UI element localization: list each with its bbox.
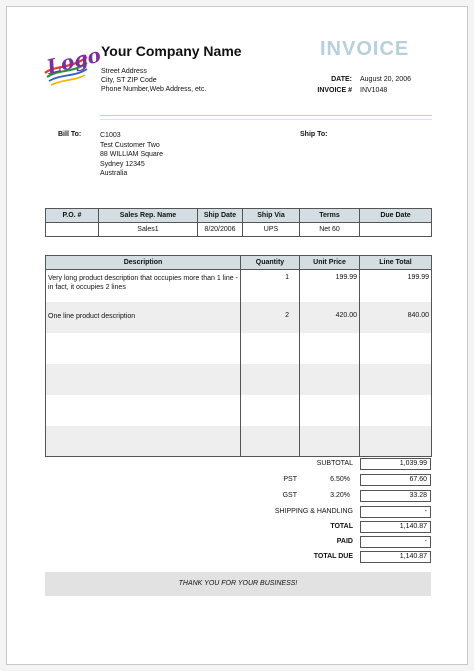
total-label: TOTAL	[330, 523, 353, 530]
bill-to-line: 88 WILLIAM Square	[100, 151, 164, 158]
header-rule	[100, 115, 432, 116]
order-info-table	[45, 208, 432, 237]
item-description	[46, 426, 241, 457]
ship-to-label: Ship To:	[300, 131, 328, 138]
company-address	[101, 67, 206, 95]
item-line-total: 199.99	[360, 270, 432, 302]
item-unit-price	[300, 333, 360, 364]
subtotal-value: 1,039.99	[360, 458, 431, 470]
thank-you-banner: THANK YOU FOR YOUR BUSINESS!	[45, 572, 431, 596]
company-logo	[41, 42, 104, 91]
address-line: Phone Number,Web Address, etc.	[101, 86, 207, 94]
table-row	[46, 364, 432, 395]
column-header: Due Date	[360, 209, 432, 223]
total-due-label: TOTAL DUE	[313, 553, 353, 560]
gst-label: GST	[282, 492, 297, 499]
pst-rate: 6.50%	[330, 476, 350, 483]
invoice-number-label: INVOICE #	[317, 87, 352, 94]
shipping-value: -	[360, 506, 431, 518]
total-due-value: 1,140.87	[360, 551, 431, 563]
item-line-total: 840.00	[360, 302, 432, 333]
item-quantity	[241, 395, 300, 426]
date-label: DATE:	[331, 76, 352, 83]
bill-to-line: Sydney 12345	[100, 160, 145, 168]
po-cell	[46, 223, 99, 237]
invoice-title: INVOICE	[320, 38, 410, 60]
column-header: Ship Date	[198, 209, 243, 223]
total-value: 1,140.87	[360, 521, 431, 533]
column-header: Terms	[300, 209, 360, 223]
pst-label: PST	[283, 476, 297, 483]
table-row	[46, 270, 432, 302]
item-line-total	[360, 426, 432, 457]
due-date-cell	[360, 223, 432, 237]
address-line: City, ST ZIP Code	[101, 77, 157, 85]
item-quantity: 2	[241, 302, 300, 333]
item-unit-price	[300, 395, 360, 426]
order-header-row	[46, 209, 432, 223]
column-header: Description	[46, 256, 241, 270]
item-unit-price	[300, 426, 360, 457]
order-row	[46, 223, 432, 237]
gst-value: 33.28	[360, 490, 431, 502]
item-description	[46, 395, 241, 426]
logo-text: Logo	[44, 42, 104, 80]
bill-to-line: Australia	[100, 170, 128, 177]
header-rule-thin	[100, 119, 432, 120]
bill-to-line: C1003	[100, 132, 121, 139]
table-row	[46, 395, 432, 426]
terms-cell: Net 60	[300, 223, 360, 237]
item-quantity	[241, 364, 300, 395]
item-description	[46, 333, 241, 364]
column-header: Line Total	[360, 256, 432, 270]
item-quantity	[241, 426, 300, 457]
table-row	[46, 302, 432, 333]
address-line: Street Address	[101, 68, 147, 75]
table-row	[46, 426, 432, 457]
item-description: Very long product description that occupies more than 1 line - in fact, it occupies 2 lines	[46, 270, 241, 302]
item-quantity: 1	[241, 270, 300, 302]
column-header: Sales Rep. Name	[99, 209, 198, 223]
item-description	[46, 364, 241, 395]
ship-date-cell: 8/20/2006	[198, 223, 243, 237]
sales-rep-cell: Sales1	[99, 223, 198, 237]
pst-value: 67.60	[360, 474, 431, 486]
item-line-total	[360, 395, 432, 426]
column-header: Quantity	[241, 256, 300, 270]
subtotal-label: SUBTOTAL	[316, 460, 353, 467]
invoice-number-value: INV1048	[360, 87, 388, 94]
item-quantity	[241, 333, 300, 364]
bill-to-label: Bill To:	[58, 131, 82, 138]
item-line-total	[360, 364, 432, 395]
company-name: Your Company Name	[101, 43, 242, 59]
paid-label: PAID	[336, 538, 353, 545]
table-row	[46, 333, 432, 364]
paid-value: -	[360, 536, 431, 548]
item-line-total	[360, 333, 432, 364]
gst-rate: 3.20%	[330, 492, 350, 499]
items-header-row	[46, 256, 432, 270]
shipping-label: SHIPPING & HANDLING	[274, 508, 353, 515]
bill-to-line: Test Customer Two	[100, 141, 160, 149]
date-value: August 20, 2006	[360, 76, 411, 83]
column-header: Unit Price	[300, 256, 360, 270]
ship-via-cell: UPS	[243, 223, 300, 237]
item-unit-price: 199.99	[300, 270, 360, 302]
item-unit-price	[300, 364, 360, 395]
column-header: Ship Via	[243, 209, 300, 223]
bill-to-address	[100, 131, 163, 179]
column-header: P.O. #	[46, 209, 99, 223]
line-items-table	[45, 255, 432, 457]
item-description: One line product description	[46, 302, 241, 333]
item-unit-price: 420.00	[300, 302, 360, 333]
